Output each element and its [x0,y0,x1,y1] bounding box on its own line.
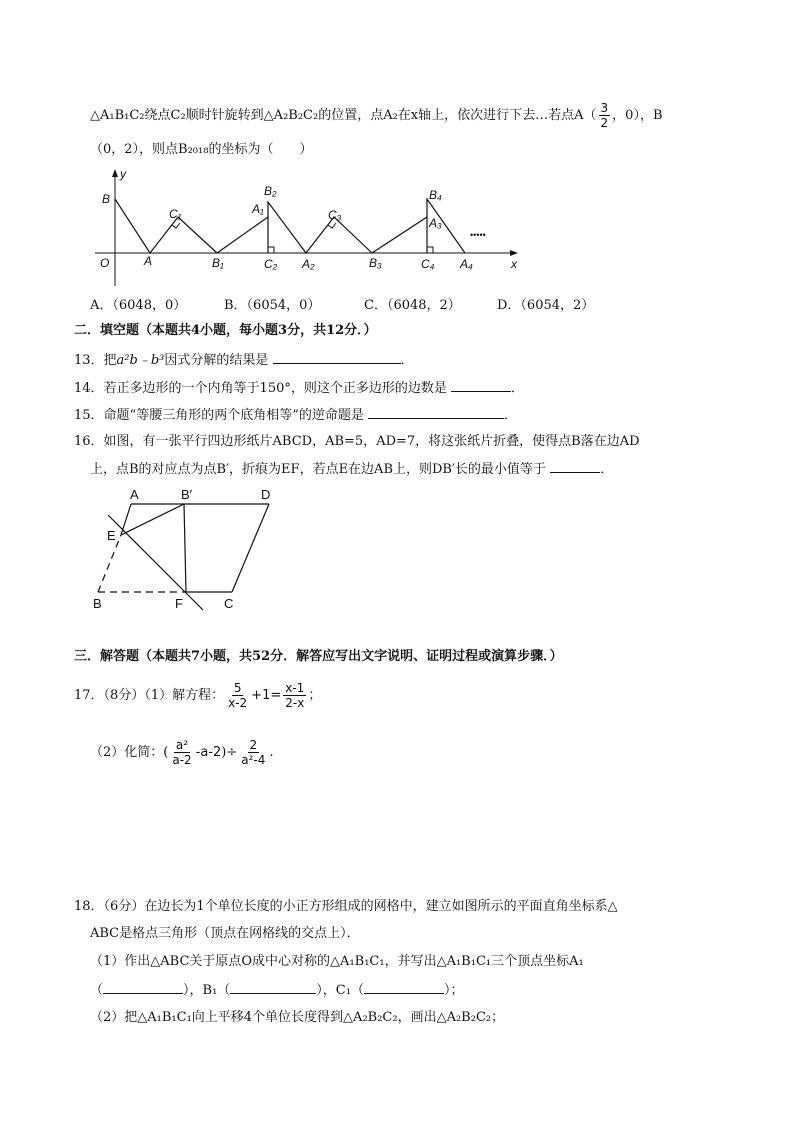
q17-head: 17．（8分）（1）解方程： [74,688,225,703]
fig-label-C: C [224,596,234,611]
label-C2: C₂ [264,257,278,271]
q17-frac3 [170,738,193,767]
q18-p1b-c: ），C₁（ [316,983,364,998]
q17-f2-num: x-1 [285,681,305,695]
b1-coordinate-blank[interactable] [230,981,316,994]
q12-line1-end: ，0），B [612,108,663,123]
q12-option-b[interactable]: B．（6054，0） [224,298,321,313]
label-B: B [102,192,111,206]
q18-p1b-a: （ [90,983,104,998]
q17-frac2 [283,681,306,710]
q17-part2 [90,738,274,767]
q18-p1-blanks [90,981,463,1000]
fig-label-F: F [175,596,183,611]
q13-answer-blank[interactable] [273,351,401,364]
q12-line1 [90,101,663,130]
triangle-path-2 [268,202,372,253]
q18-line1: 18．（6分）在边长为1个单位长度的小正方形组成的网格中，建立如图所示的平面直角坐标系△ [74,899,618,914]
fold-line-EF [108,515,203,610]
q13-expr: a²b﹣b³ [116,353,165,368]
label-A4: A₄ [460,257,473,271]
x-axis-arrow [510,250,518,256]
q17-plus: +1= [251,688,282,703]
fig-label-Bprime: B′ [181,487,193,502]
fig-label-D: D [261,487,271,502]
q14-answer-blank[interactable] [451,379,511,392]
label-C1: C₁ [169,207,182,221]
q15-text: 15．命题“等腰三角形的两个底角相等”的逆命题是 [74,408,364,423]
q14 [74,379,524,398]
fig-label-A: A [130,487,139,502]
a1-coordinate-blank[interactable] [103,981,183,994]
q18-p1: （1）作出△ABC关于原点O成中心对称的△A₁B₁C₁，并写出△A₁B₁C₁三个顶点坐标A₁ [90,954,584,969]
q16-line2-text: 上，点B的对应点为点B′，折痕为EF，若点E在边AB上，则DB′长的最小值等于 [90,462,546,477]
right-angle-c4 [427,247,433,253]
q12-option-c[interactable]: C．（6048，2） [364,298,461,313]
section2-title: 二．填空题（本题共4小题，每小题3分，共12分．） [74,323,377,338]
q15-end: ． [503,408,517,423]
q12-line2: （0，2），则点B₂₀₁₈的坐标为（ ） [90,142,313,157]
q17-mid: -a-2 [195,745,222,760]
q15 [74,406,517,425]
q13-pre: 13．把 [74,353,117,368]
section3-title: 三．解答题（本题共7小题，共52分．解答应写出文字说明、证明过程或演算步骤．） [74,649,563,664]
label-B2: B₂ [264,184,277,198]
q12-line1-text: △A₁B₁C₂绕点C₂顺时针旋转到△A₂B₂C₂的位置，点A₂在x轴上，依次进行下去…若点A（ [90,108,597,123]
label-C3: C₃ [328,208,342,222]
q12-rotation-graph [90,166,530,288]
q17-f2-den: 2-x [285,696,305,710]
q17-f4-num: 2 [249,738,258,752]
q12-option-d[interactable]: D．（6054，2） [497,298,595,313]
q16-line1: 16．如图，有一张平行四边形纸片ABCD，AB=5，AD=7，将这张纸片折叠，使得点B落在边AD [74,434,640,449]
q12-frac-num: 3 [600,101,609,115]
q17-semi: ； [308,688,322,703]
edge-DC [232,504,269,592]
q16-parallelogram-figure [88,484,278,614]
label-y: y [120,167,126,181]
fig-label-E: E [107,528,116,543]
q12-frac-den: 2 [600,116,609,130]
q16-answer-blank[interactable] [550,460,600,473]
q17-f1-den: x-2 [228,696,248,710]
label-O: O [100,256,110,270]
label-A2: A₂ [302,257,315,271]
q17-div: )÷ [221,745,238,760]
label-B1: B₁ [212,256,224,270]
triangle-4-edge [372,217,427,253]
q16-line2 [90,460,613,479]
q17-f4-den: a²-4 [241,753,266,767]
triangle-path-1 [115,199,217,253]
q17-part1 [74,681,321,710]
q18-p2: （2）把△A₁B₁C₁向上平移4个单位长度得到△A₂B₂C₂，画出△A₂B₂C₂； [90,1010,505,1025]
q17-p2-head: （2）化简：( [90,745,169,760]
q18-line2: ABC是格点三角形（顶点在网格线的交点上）． [90,926,360,941]
q17-f3-den: a-2 [172,753,192,767]
label-A1: A₁ [252,202,264,216]
q17-frac1 [226,681,249,710]
right-angle-c2 [268,247,274,253]
q18-p1b-d: ）； [443,983,464,998]
label-A: A [144,254,153,268]
q17-end: . [269,745,274,760]
segment-EBprime [121,504,184,535]
q13 [74,351,414,370]
q16-end: ． [600,462,614,477]
q15-answer-blank[interactable] [368,406,504,419]
q13-post: 因式分解的结果是 [164,353,269,368]
label-A3: A₃ [429,216,442,230]
label-B4: B₄ [429,188,442,202]
label-dots: ••••• [470,230,486,240]
triangle-2-edge [217,217,268,253]
c1-coordinate-blank[interactable] [364,981,444,994]
q18-p1b-b: ），B₁（ [183,983,231,998]
q13-end: ． [400,353,414,368]
q14-end: ． [511,381,525,396]
q17-f3-num: a² [175,738,189,752]
edge-BE-dashed [98,535,121,592]
segment-BprimeF [184,504,186,592]
q17-f1-num: 5 [233,681,242,695]
q14-text: 14．若正多边形的一个内角等于150°，则这个正多边形的边数是 [74,381,447,396]
y-axis-arrow [112,169,118,177]
label-C4: C₄ [421,257,435,271]
label-x: x [511,257,517,271]
q12-option-a[interactable]: A．（6048，0） [90,298,187,313]
q17-frac4 [239,738,267,767]
label-B3: B₃ [369,256,382,270]
q12-fraction [599,101,611,130]
fig-label-B: B [93,596,102,611]
